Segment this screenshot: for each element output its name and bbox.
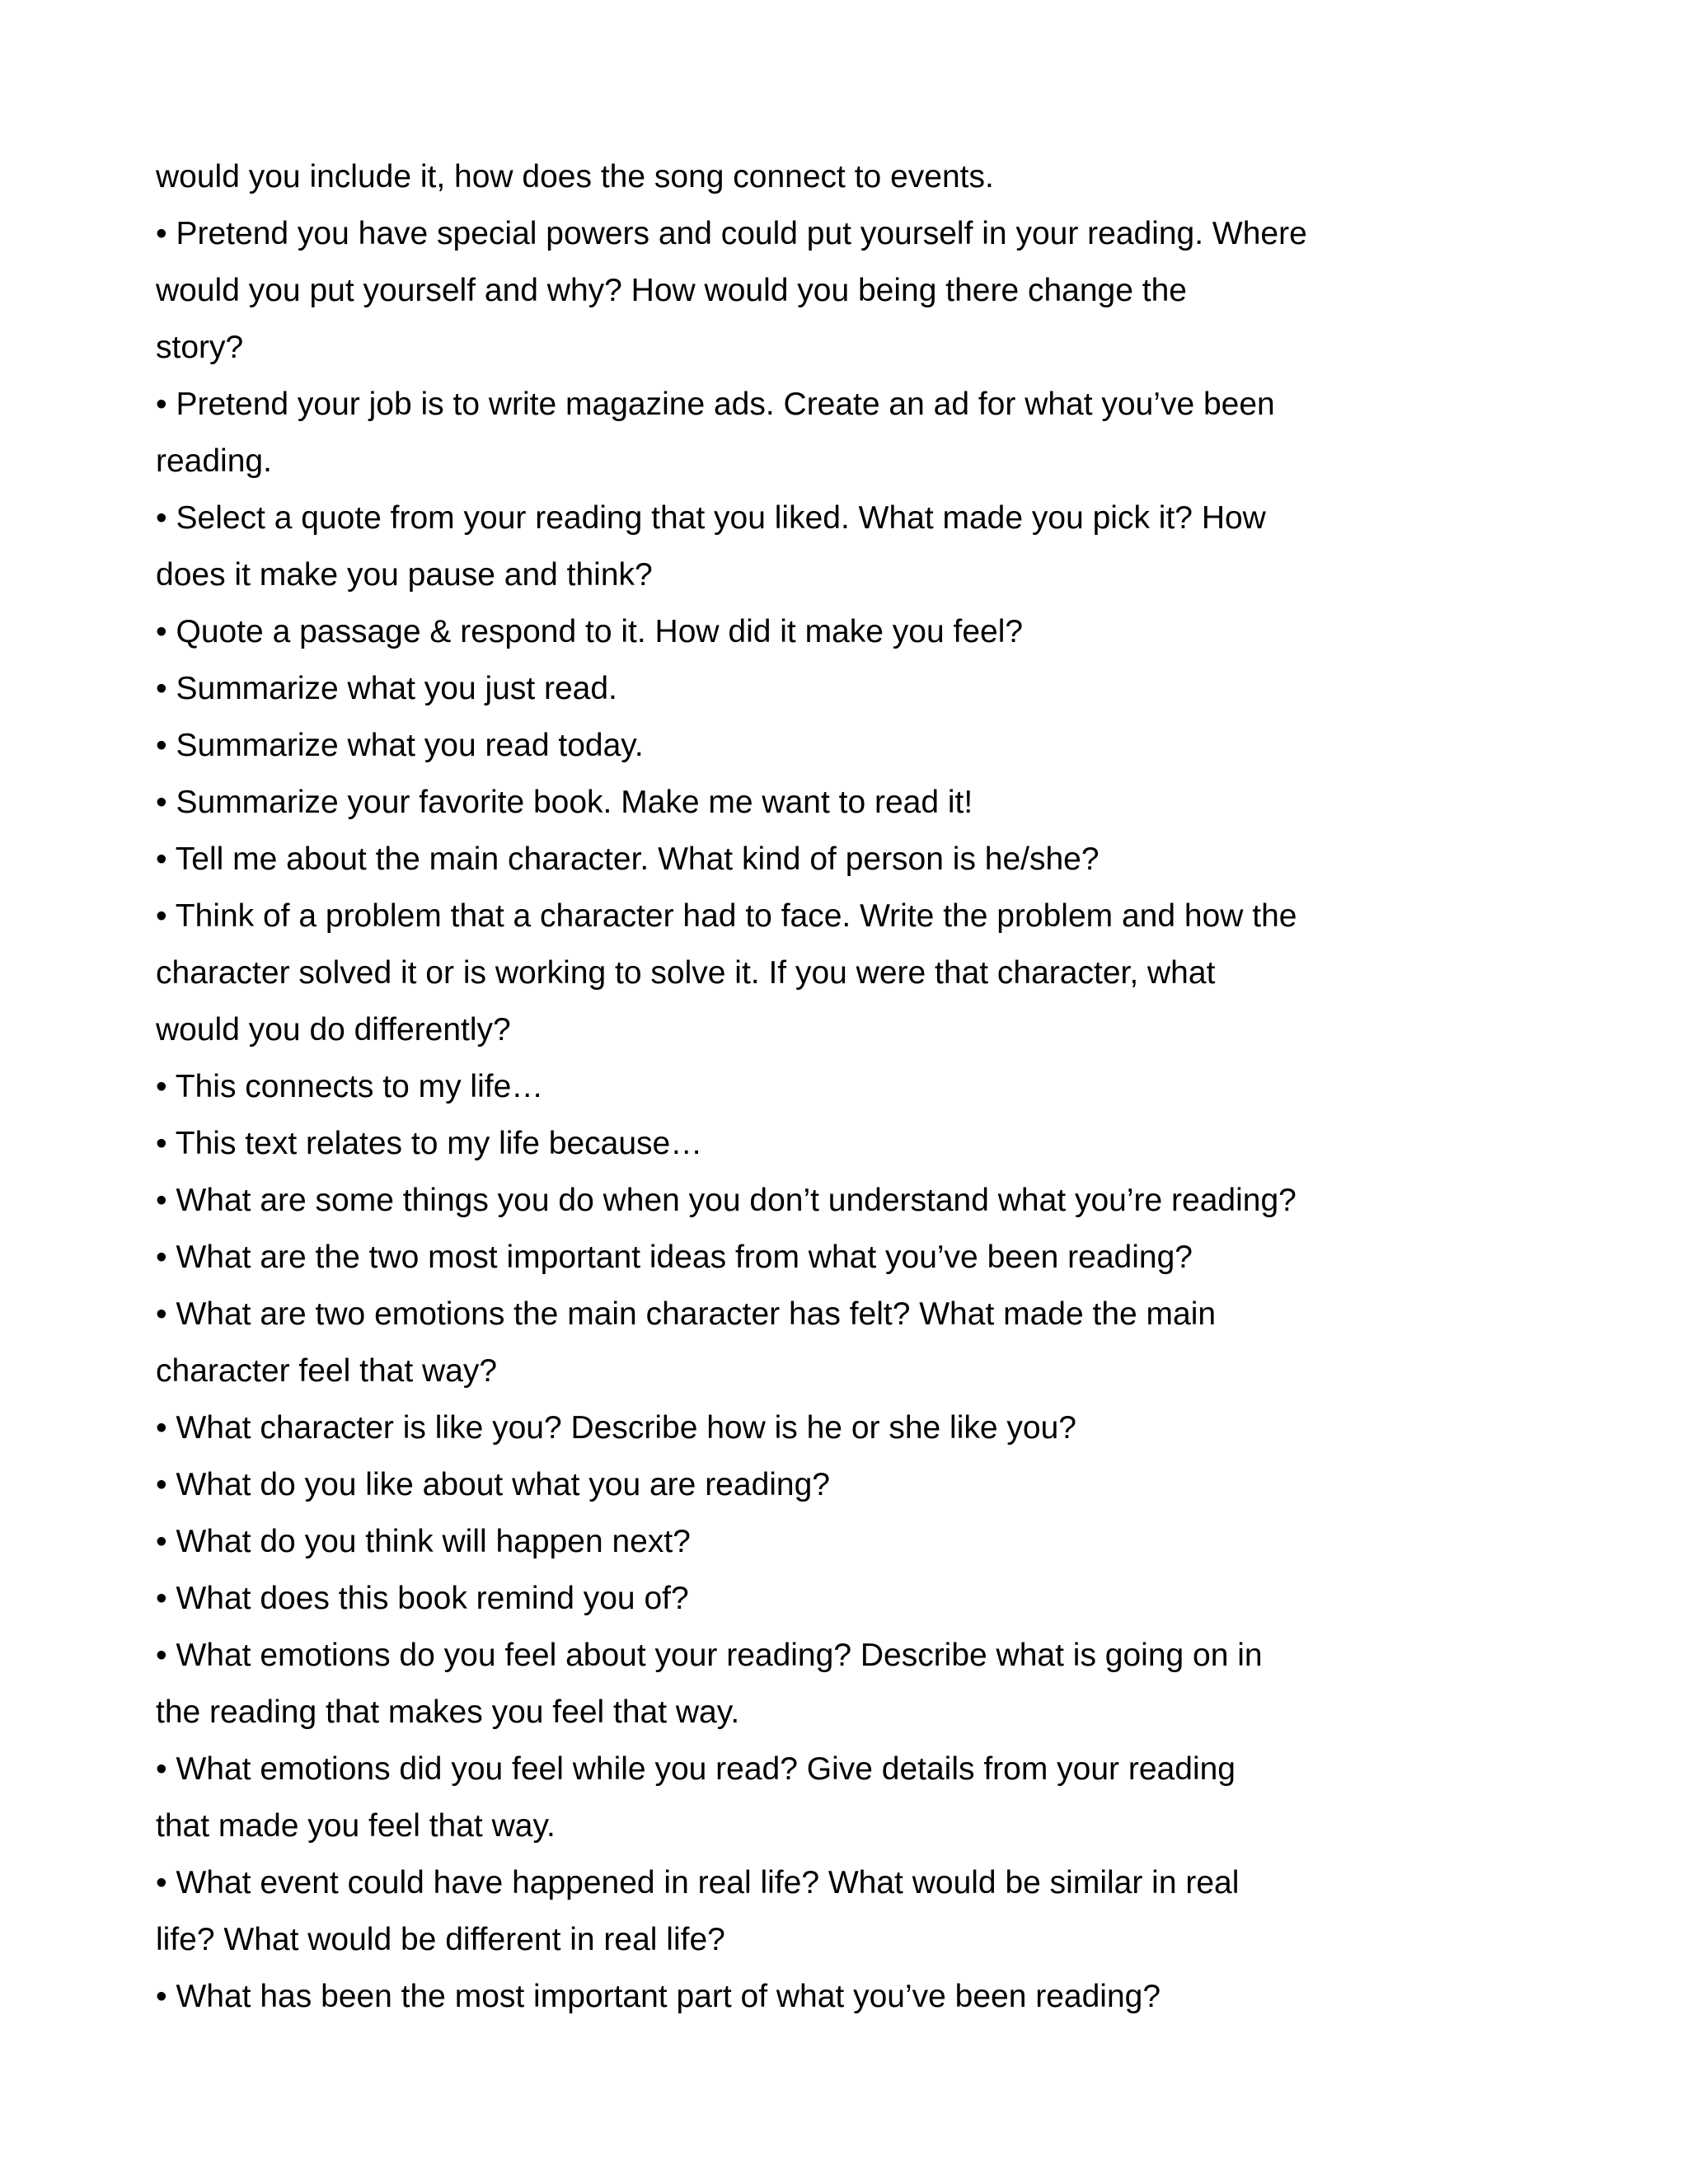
text-line: • Summarize what you just read. xyxy=(156,671,617,706)
text-line: • What emotions did you feel while you read? Give details from your reading xyxy=(156,1751,1236,1787)
text-line: • Select a quote from your reading that you liked. What made you pick it? How xyxy=(156,500,1266,536)
text-line: • Tell me about the main character. What kind of person is he/she? xyxy=(156,841,1100,877)
text-line: • What has been the most important part of what you’ve been reading? xyxy=(156,1979,1161,2014)
text-line: • What are two emotions the main character has felt? What made the main xyxy=(156,1296,1217,1332)
text-line: • Pretend your job is to write magazine ads. Create an ad for what you’ve been xyxy=(156,387,1275,422)
text-line: life? What would be different in real life? xyxy=(156,1922,725,1957)
text-line: story? xyxy=(156,330,244,365)
text-line: • Quote a passage & respond to it. How did it make you feel? xyxy=(156,614,1024,649)
text-line: • Summarize your favorite book. Make me want to read it! xyxy=(156,785,973,820)
text-line: • What are the two most important ideas from what you’ve been reading? xyxy=(156,1240,1193,1275)
text-line: does it make you pause and think? xyxy=(156,557,653,593)
text-line: • What are some things you do when you don’t understand what you’re reading? xyxy=(156,1183,1296,1218)
prompt-list xyxy=(156,148,1392,2025)
text-line: • What do you think will happen next? xyxy=(156,1524,691,1559)
text-line: • Think of a problem that a character had to face. Write the problem and how the xyxy=(156,898,1297,934)
text-line: the reading that makes you feel that way. xyxy=(156,1694,740,1730)
text-line: reading. xyxy=(156,443,272,479)
text-line: • What do you like about what you are reading? xyxy=(156,1467,830,1502)
text-line: • Pretend you have special powers and could put yourself in your reading. Where xyxy=(156,216,1307,251)
text-line: • What event could have happened in real life? What would be similar in real xyxy=(156,1865,1240,1900)
text-line: • This text relates to my life because… xyxy=(156,1126,703,1161)
text-line: • What does this book remind you of? xyxy=(156,1581,689,1616)
text-line: • Summarize what you read today. xyxy=(156,728,644,763)
text-line: character solved it or is working to solve it. If you were that character, what xyxy=(156,955,1216,991)
text-line: that made you feel that way. xyxy=(156,1808,556,1844)
text-line: would you include it, how does the song connect to events. xyxy=(156,159,994,194)
text-line: character feel that way? xyxy=(156,1353,498,1389)
text-line: would you do differently? xyxy=(156,1012,511,1047)
text-line: • This connects to my life… xyxy=(156,1069,544,1104)
text-line: • What emotions do you feel about your reading? Describe what is going on in xyxy=(156,1638,1263,1673)
text-line: • What character is like you? Describe how is he or she like you? xyxy=(156,1410,1076,1446)
text-line: would you put yourself and why? How would you being there change the xyxy=(156,273,1187,308)
